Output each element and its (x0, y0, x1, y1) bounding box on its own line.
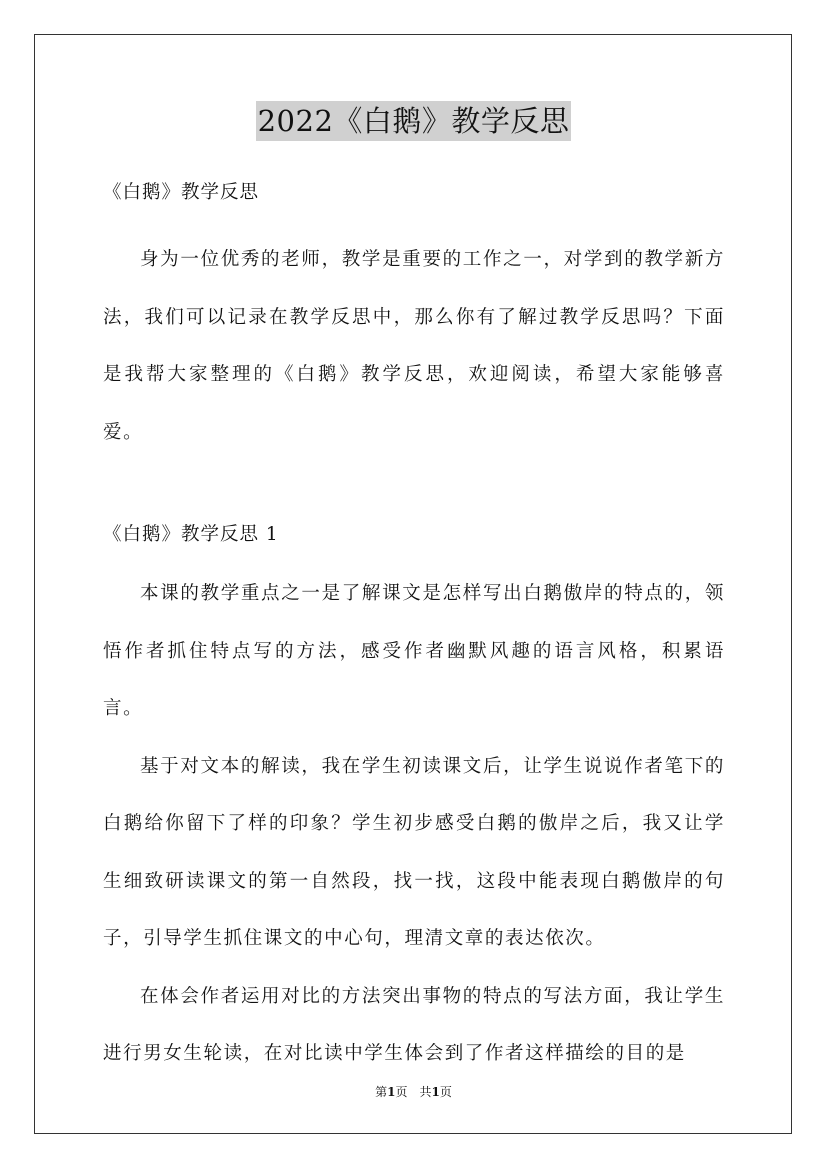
page-total: 1 (431, 1085, 440, 1099)
page-number-suffix: 页 (439, 1085, 452, 1099)
section-heading: 《白鹅》教学反思 1 (103, 524, 279, 545)
body-paragraph: 基于对文本的解读，我在学生初读课文后，让学生说说作者笔下的白鹅给你留下了样的印象？学生初步感受白鹅的傲岸之后，我又让学生细致研读课文的第一自然段，找一找，这段中能表现白鹅傲岸的句子，引导学生抓住课文的中心句，理清文章的表达依次。 (103, 755, 725, 949)
page-current: 1 (387, 1085, 396, 1099)
page-footer (0, 1083, 827, 1101)
body-paragraph: 本课的教学重点之一是了解课文是怎样写出白鹅傲岸的特点的，领悟作者抓住特点写的方法，感受作者幽默风趣的语言风格，积累语言。 (103, 583, 725, 719)
document-body (103, 174, 725, 1083)
page-number-mid: 页 共 (395, 1085, 432, 1099)
intro-paragraph: 身为一位优秀的老师，教学是重要的工作之一，对学到的教学新方法，我们可以记录在教学反思中，那么你有了解过教学反思吗？下面是我帮大家整理的《白鹅》教学反思，欢迎阅读，希望大家能够喜爱。 (103, 249, 725, 443)
document-title: 2022《白鹅》教学反思 (256, 101, 572, 141)
subtitle: 《白鹅》教学反思 (103, 182, 260, 203)
body-paragraph: 在体会作者运用对比的方法突出事物的特点的写法方面，我让学生进行男女生轮读，在对比读中学生体会到了作者这样描绘的目的是 (103, 985, 725, 1064)
page-number-prefix: 第 (375, 1085, 388, 1099)
